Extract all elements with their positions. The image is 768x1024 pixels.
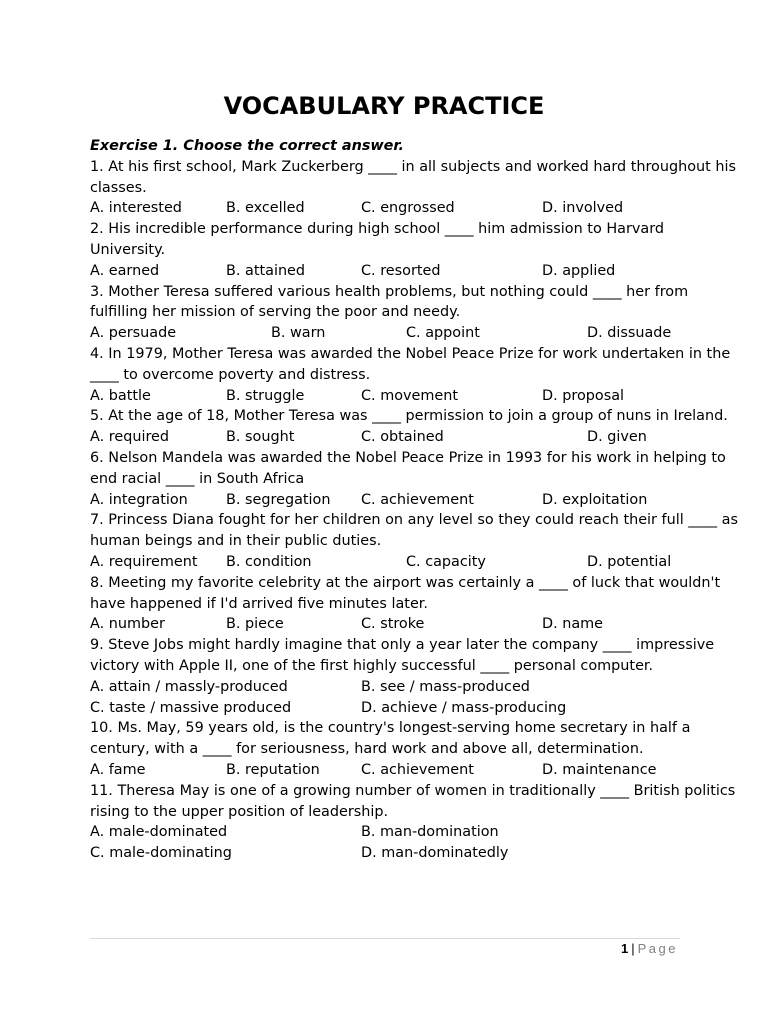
answer-options [90, 490, 750, 511]
page-title: VOCABULARY PRACTICE [223, 92, 545, 120]
footer-separator: | [631, 941, 635, 956]
answer-option[interactable]: A. requirement [90, 553, 198, 570]
answer-option[interactable]: B. struggle [226, 387, 305, 404]
page-label: Page [637, 941, 678, 956]
question-block [90, 282, 750, 344]
answer-option[interactable]: B. reputation [226, 761, 320, 778]
question-block [90, 406, 750, 448]
question-text: 8. Meeting my favorite celebrity at the airport was certainly a ____ of luck that wouldn't have happened if I'd arrived five minutes later. [90, 574, 721, 612]
answer-options [90, 261, 750, 282]
answer-option[interactable]: C. achievement [361, 761, 474, 778]
answer-option[interactable]: B. excelled [226, 200, 305, 217]
answer-option[interactable]: D. maintenance [542, 761, 657, 778]
answer-option[interactable]: C. appoint [406, 325, 480, 342]
answer-option[interactable]: A. interested [90, 200, 182, 217]
answer-option[interactable]: C. resorted [361, 262, 441, 279]
answer-option[interactable]: A. male-dominated [90, 824, 228, 841]
answer-options [90, 427, 750, 448]
answer-option[interactable]: B. sought [226, 429, 295, 446]
question-block [90, 344, 750, 406]
answer-option[interactable]: B. condition [226, 553, 312, 570]
answer-option[interactable]: B. man-domination [361, 824, 499, 841]
answer-options [90, 323, 750, 344]
question-block [90, 781, 750, 864]
answer-option[interactable]: C. engrossed [361, 200, 455, 217]
answer-options [90, 386, 750, 407]
page-footer [621, 941, 678, 956]
answer-option[interactable]: C. male-dominating [90, 845, 232, 862]
answer-option[interactable]: A. battle [90, 387, 151, 404]
answer-option[interactable]: A. fame [90, 761, 146, 778]
question-block [90, 635, 750, 718]
answer-option[interactable]: C. movement [361, 387, 459, 404]
answer-option[interactable]: A. required [90, 429, 170, 446]
answer-option[interactable]: C. taste / massive produced [90, 699, 292, 716]
page-number: 1 [621, 941, 629, 956]
answer-option[interactable]: D. involved [542, 200, 624, 217]
question-text: 11. Theresa May is one of a growing number of women in traditionally ____ British politics rising to the upper position of leadership. [90, 782, 736, 820]
question-text: 4. In 1979, Mother Teresa was awarded the Nobel Peace Prize for work undertaken in the ____ to overcome poverty and distress. [90, 345, 731, 383]
answer-option[interactable]: B. piece [226, 616, 284, 633]
answer-option[interactable]: C. stroke [361, 616, 425, 633]
question-text: 2. His incredible performance during high school ____ him admission to Harvard University. [90, 221, 665, 258]
answer-option[interactable]: D. exploitation [542, 491, 648, 508]
footer-divider [90, 938, 680, 939]
answer-option[interactable]: D. potential [587, 553, 672, 570]
answer-option[interactable]: A. number [90, 616, 165, 633]
answer-option[interactable]: D. man-dominatedly [361, 845, 509, 862]
question-block [90, 573, 750, 635]
answer-option[interactable]: C. achievement [361, 491, 474, 508]
question-text: 10. Ms. May, 59 years old, is the country's longest-serving home secretary in half a century, with a ____ for seriousness, hard work and above all, determination. [90, 720, 691, 758]
answer-option[interactable]: D. dissuade [587, 325, 672, 342]
question-block [90, 448, 750, 510]
answer-option[interactable]: D. achieve / mass-producing [361, 699, 567, 716]
question-block [90, 219, 750, 281]
answer-option[interactable]: A. persuade [90, 325, 177, 342]
answer-options [90, 552, 750, 573]
answer-option[interactable]: B. see / mass-produced [361, 678, 530, 695]
question-text: 7. Princess Diana fought for her children on any level so they could reach their full ____ as human beings and in their public duties. [90, 512, 738, 550]
answer-options [90, 677, 750, 698]
question-block [90, 718, 750, 780]
exercise-content [90, 136, 750, 864]
answer-options [90, 822, 750, 843]
answer-option[interactable]: B. segregation [226, 491, 331, 508]
answer-option[interactable]: D. given [587, 429, 647, 446]
answer-option[interactable]: C. obtained [361, 429, 444, 446]
question-block [90, 510, 750, 572]
answer-options [90, 614, 750, 635]
question-text: 1. At his first school, Mark Zuckerberg ____ in all subjects and worked hard throughout his classes. [90, 158, 736, 196]
answer-option[interactable]: A. earned [90, 262, 160, 279]
answer-option[interactable]: D. applied [542, 262, 616, 279]
answer-options [90, 843, 750, 864]
question-text: 5. At the age of 18, Mother Teresa was ____ permission to join a group of nuns in Ireland. [90, 408, 728, 425]
question-block [90, 157, 750, 219]
answer-options [90, 698, 750, 719]
exercise-instruction: Exercise 1. Choose the correct answer. [90, 138, 404, 154]
answer-option[interactable]: B. attained [226, 262, 306, 279]
question-text: 9. Steve Jobs might hardly imagine that only a year later the company ____ impressive victory with Apple II, one of the first highly successful ____ personal computer. [90, 637, 715, 674]
answer-option[interactable]: A. integration [90, 491, 188, 508]
answer-option[interactable]: B. warn [271, 325, 326, 342]
question-list [90, 157, 750, 864]
question-text: 3. Mother Teresa suffered various health problems, but nothing could ____ her from fulfilling her mission of serving the poor and needy. [90, 283, 689, 321]
answer-option[interactable]: D. proposal [542, 387, 625, 404]
answer-options [90, 198, 750, 219]
question-text: 6. Nelson Mandela was awarded the Nobel Peace Prize in 1993 for his work in helping to end racial ____ in South Africa [90, 449, 726, 487]
answer-options [90, 760, 750, 781]
answer-option[interactable]: D. name [542, 616, 604, 633]
answer-option[interactable]: A. attain / massly-produced [90, 678, 288, 695]
answer-option[interactable]: C. capacity [406, 553, 486, 570]
